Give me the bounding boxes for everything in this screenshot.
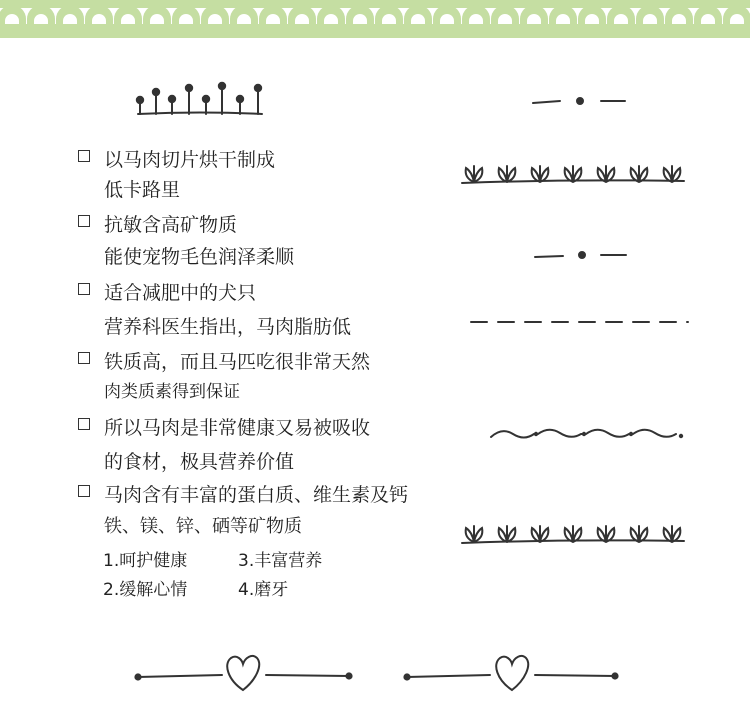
flower-bud-icon bbox=[219, 83, 225, 89]
sprout-icon bbox=[499, 166, 516, 182]
item-text-line1: 以马肉切片烘干制成 bbox=[104, 149, 276, 171]
checkbox-icon bbox=[78, 283, 90, 295]
flower-bud-icon bbox=[169, 96, 175, 102]
dash-dot-line-1 bbox=[533, 98, 625, 104]
sprout-icon bbox=[565, 526, 582, 542]
benefit-1: 1.呵护健康 bbox=[103, 551, 188, 571]
item-text-line2: 的食材，极具营养价值 bbox=[104, 451, 295, 473]
sprout-icon bbox=[532, 166, 549, 182]
item-text-line1: 适合减肥中的犬只 bbox=[104, 282, 257, 304]
item-text-line1: 马肉含有丰富的蛋白质、维生素及钙 bbox=[104, 484, 409, 506]
sprout-icon bbox=[664, 526, 681, 542]
item-text-line1: 铁质高，而且马匹吃很非常天然 bbox=[104, 351, 371, 373]
sprout-icon bbox=[466, 526, 483, 542]
item-text-line2: 铁、镁、锌、硒等矿物质 bbox=[104, 516, 302, 537]
heart-icon bbox=[496, 656, 528, 690]
flower-bud-icon bbox=[255, 85, 261, 91]
heart-divider-left bbox=[135, 656, 351, 690]
sprout-line-1 bbox=[462, 166, 684, 183]
flower-bud-icon bbox=[153, 89, 159, 95]
item-text-line1: 所以马肉是非常健康又易被吸收 bbox=[104, 417, 371, 439]
sprout-icon bbox=[631, 526, 648, 542]
checkbox-icon bbox=[78, 215, 90, 227]
item-text-line2: 低卡路里 bbox=[104, 179, 181, 201]
benefit-3: 3.丰富营养 bbox=[238, 551, 323, 571]
flower-stems-icon bbox=[137, 83, 262, 114]
sprout-icon bbox=[499, 526, 516, 542]
sprout-icon bbox=[598, 166, 615, 182]
wavy-line bbox=[491, 430, 682, 438]
flower-bud-icon bbox=[137, 97, 143, 103]
item-text-line1: 抗敏含高矿物质 bbox=[104, 214, 238, 236]
benefit-4: 4.磨牙 bbox=[238, 580, 289, 600]
checkbox-icon bbox=[78, 150, 90, 162]
item-text-line2: 肉类质素得到保证 bbox=[104, 382, 240, 402]
heart-icon bbox=[227, 656, 259, 690]
dash-dot-line-2 bbox=[535, 252, 626, 258]
sprout-icon bbox=[631, 166, 648, 182]
checkbox-icon bbox=[78, 485, 90, 497]
item-text-line2: 能使宠物毛色润泽柔顺 bbox=[104, 246, 295, 268]
item-text-line2: 营养科医生指出，马肉脂肪低 bbox=[104, 316, 352, 338]
sprout-icon bbox=[565, 166, 582, 182]
sprout-icon bbox=[532, 526, 549, 542]
heart-divider-right bbox=[404, 656, 617, 690]
sprout-icon bbox=[664, 166, 681, 182]
benefit-2: 2.缓解心情 bbox=[103, 580, 188, 600]
sprout-icon bbox=[598, 526, 615, 542]
checkbox-icon bbox=[78, 418, 90, 430]
sprout-line-2 bbox=[462, 526, 684, 543]
checkbox-icon bbox=[78, 352, 90, 364]
flower-bud-icon bbox=[237, 96, 243, 102]
flower-bud-icon bbox=[203, 96, 209, 102]
flower-bud-icon bbox=[186, 85, 192, 91]
sprout-icon bbox=[466, 166, 483, 182]
